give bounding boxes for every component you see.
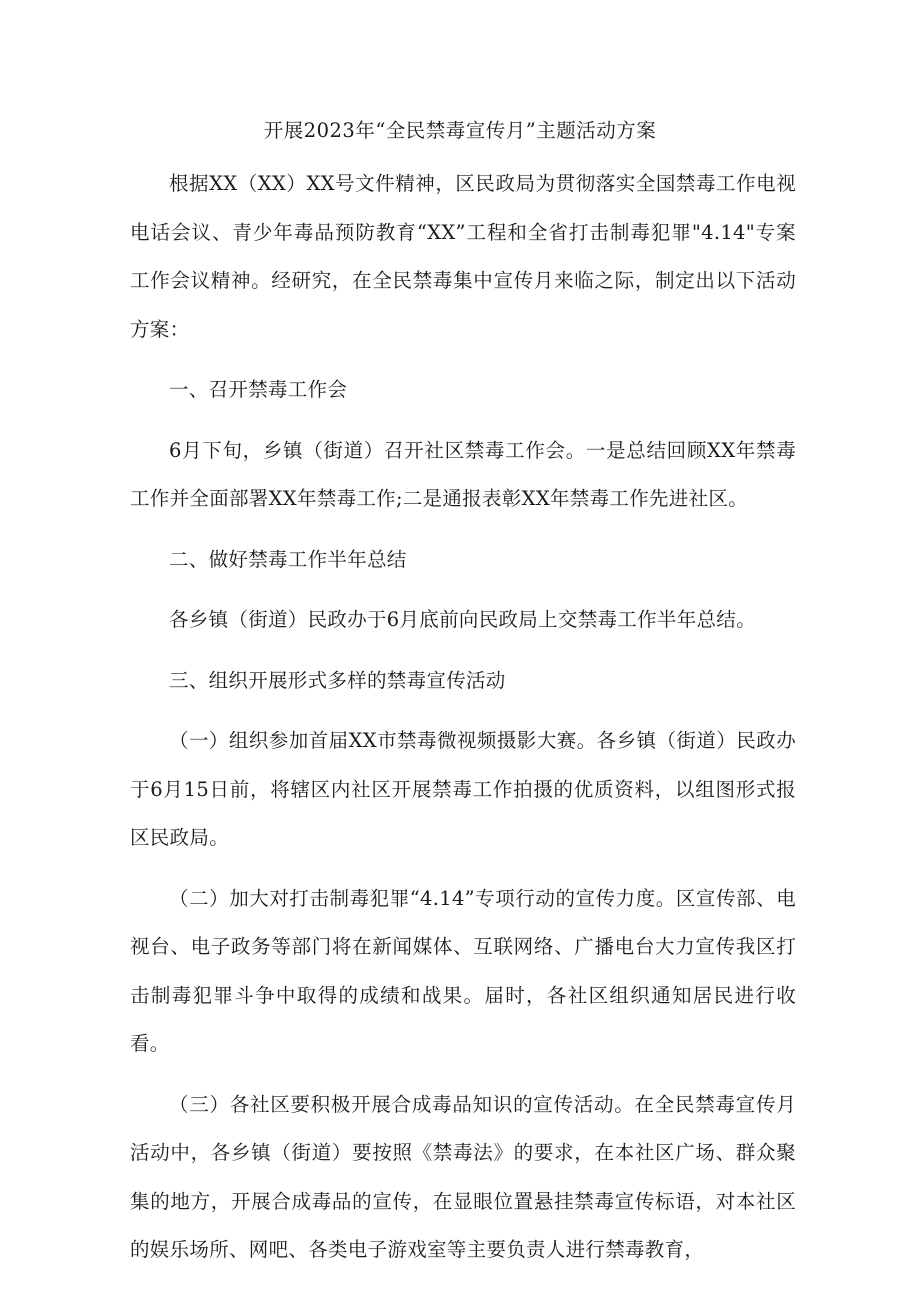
document-title: 开展2023年“全民禁毒宣传月”主题活动方案 bbox=[263, 119, 657, 142]
section-2-heading: 二、做好禁毒工作半年总结 bbox=[169, 547, 407, 571]
document-body bbox=[130, 160, 796, 1287]
section-3-item-2: （二）加大对打击制毒犯罪“4.14”专项行动的宣传力度。区宣传部、电视台、电子政务等部门将在新闻媒体、互联网络、广播电台大力宣传我区打击制毒犯罪斗争中取得的成绩和战果。届时，各社区组织通知居民进行收看。 bbox=[130, 886, 796, 1055]
section-3-item-3: （三）各社区要积极开展合成毒品知识的宣传活动。在全民禁毒宣传月活动中，各乡镇（街道）要按照《禁毒法》的要求，在本社区广场、群众聚集的地方，开展合成毒品的宣传，在显眼位置悬挂禁毒宣传标语，对本社区的娱乐场所、网吧、各类电子游戏室等主要负责人进行禁毒教育， bbox=[130, 1092, 796, 1261]
section-1-heading: 一、召开禁毒工作会 bbox=[169, 378, 348, 401]
section-3-item-1: （一）组织参加首届XX市禁毒微视频摄影大赛。各乡镇（街道）民政办于6月15日前，将辖区内社区开展禁毒工作拍摄的优质资料，以组图形式报区民政局。 bbox=[130, 729, 796, 849]
section-2-paragraph: 各乡镇（街道）民政办于6月底前向民政局上交禁毒工作半年总结。 bbox=[169, 608, 756, 631]
intro-paragraph: 根据XX（XX）XX号文件精神，区民政局为贯彻落实全国禁毒工作电视电话会议、青少年毒品预防教育“XX”工程和全省打击制毒犯罪"4.14"专案工作会议精神。经研究，在全民禁毒集中宣传月来临之际，制定出以下活动方案： bbox=[130, 172, 796, 341]
section-1-paragraph: 6月下旬，乡镇（街道）召开社区禁毒工作会。一是总结回顾XX年禁毒工作并全面部署XX年禁毒工作;二是通报表彰XX年禁毒工作先进社区。 bbox=[130, 438, 796, 510]
section-3-heading: 三、组织开展形式多样的禁毒宣传活动 bbox=[169, 668, 506, 692]
